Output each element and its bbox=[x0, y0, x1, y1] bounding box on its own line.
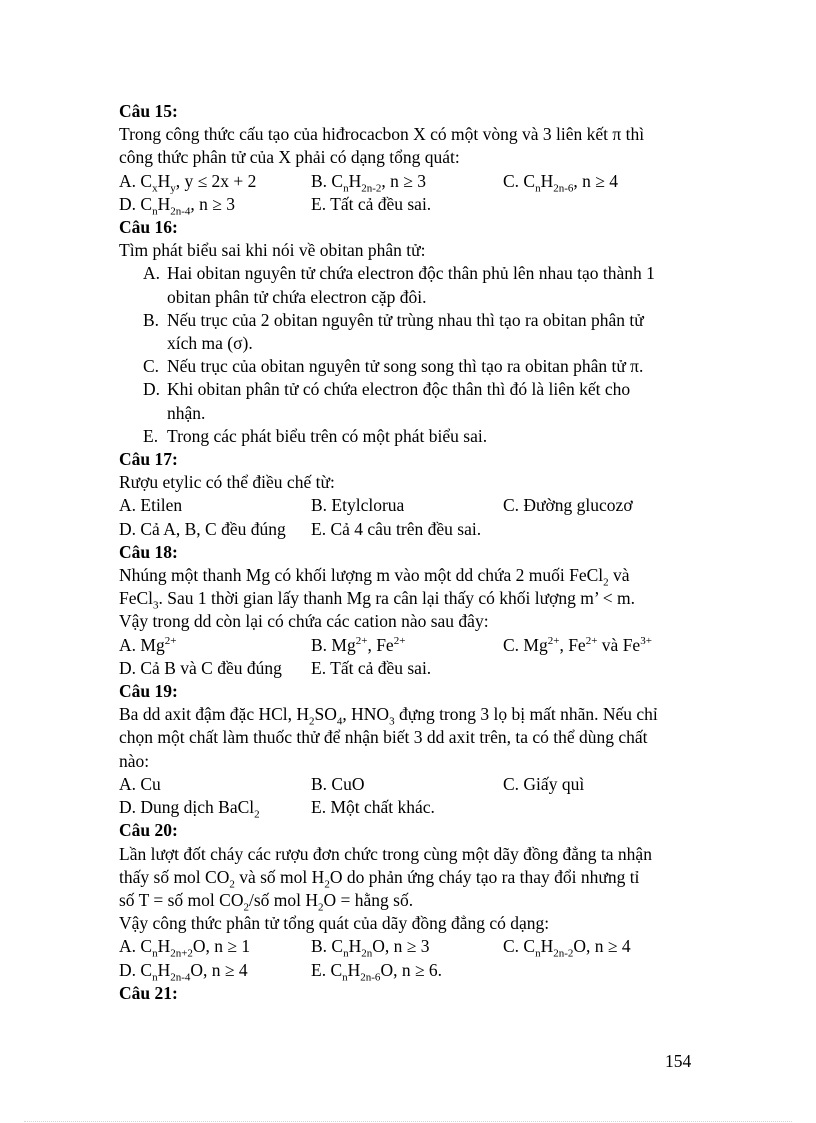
question-17-intro: Rượu etylic có thể điều chế từ: bbox=[119, 472, 335, 493]
question-18-option-d: D. Cả B và C đều đúng bbox=[119, 657, 282, 678]
question-19-options-row-2 bbox=[119, 796, 699, 819]
question-20-options-row-1 bbox=[119, 935, 699, 958]
question-16-intro: Tìm phát biểu sai khi nói về obitan phân tử: bbox=[119, 240, 426, 261]
question-18-text-line-3: Vậy trong dd còn lại có chứa các cation nào sau đây: bbox=[119, 611, 489, 632]
question-15-option-d: D. $C_nH_{2n-4}$, n ≥ 3 bbox=[119, 193, 235, 218]
question-17-option-b: B. Etylclorua bbox=[311, 495, 405, 516]
question-17-option-a: A. Etilen bbox=[119, 495, 183, 516]
question-19-title: Câu 19: bbox=[119, 681, 178, 702]
question-16-option-e bbox=[119, 425, 699, 448]
question-16-option-d bbox=[119, 378, 699, 424]
question-15-title: Câu 15: bbox=[119, 101, 178, 121]
question-15-option-a: A. $C_xH_y$, y ≤ 2x + 2 bbox=[119, 170, 257, 195]
option-text-line-1: Khi obitan phân tử có chứa electron độc thân thì đó là liên kết cho bbox=[167, 379, 631, 400]
question-20-option-b: B. $C_nH_{2n}O$, n ≥ 3 bbox=[311, 936, 430, 960]
option-text-line-2: obitan phân tử chứa electron cặp đôi. bbox=[167, 286, 427, 307]
question-19-option-a: A. Cu bbox=[119, 773, 161, 794]
question-15-text-line-2: công thức phân tử của X phải có dạng tổng quát: bbox=[119, 147, 460, 168]
question-17-options-row-2 bbox=[119, 518, 699, 541]
page-number: 154 bbox=[665, 1051, 692, 1071]
question-15-options-row-1 bbox=[119, 170, 699, 193]
page-content bbox=[119, 100, 699, 1005]
question-19-text-line-3: nào: bbox=[119, 750, 150, 771]
question-17-option-c: C. Đường glucozơ bbox=[503, 495, 633, 516]
question-18-text-line-1: Nhúng một thanh Mg có khối lượng m vào một dd chứa 2 muối FeCl$_2$ và bbox=[119, 565, 630, 589]
question-19-option-c: C. Giấy quì bbox=[503, 773, 585, 794]
question-20-options-row-2 bbox=[119, 959, 699, 982]
option-label: B. bbox=[143, 309, 160, 330]
question-18-options-row-1 bbox=[119, 634, 699, 657]
question-20-option-a: A. $C_nH_{2n+2}O$, n ≥ 1 bbox=[119, 936, 251, 960]
option-text-line-1: Hai obitan nguyên tử chứa electron độc thân phủ lên nhau tạo thành 1 bbox=[167, 263, 655, 284]
question-19-options-row-1 bbox=[119, 773, 699, 796]
option-text-line-2: xích ma (σ). bbox=[167, 333, 253, 354]
question-20-option-c: C. $C_nH_{2n-2}O$, n ≥ 4 bbox=[503, 936, 631, 960]
question-19-option-d: D. Dung dịch BaCl$_2$ bbox=[119, 797, 260, 821]
question-15-option-c: C. $C_nH_{2n-6}$, n ≥ 4 bbox=[503, 170, 619, 195]
question-20-text-line-1: Lần lượt đốt cháy các rượu đơn chức trong cùng một dãy đồng đẳng ta nhận bbox=[119, 843, 652, 864]
option-label: A. bbox=[143, 263, 161, 284]
option-label: C. bbox=[143, 356, 160, 377]
option-label: E. bbox=[143, 425, 159, 446]
question-20-text-line-4: Vậy công thức phân tử tổng quát của dãy đồng đẳng có dạng: bbox=[119, 913, 550, 934]
question-15-option-e: E. Tất cả đều sai. bbox=[311, 193, 432, 214]
question-19-option-e: E. Một chất khác. bbox=[311, 797, 435, 818]
question-15-option-b: B. $C_nH_{2n-2}$, n ≥ 3 bbox=[311, 170, 427, 195]
question-20-option-e: E. $C_nH_{2n-6}O$, n ≥ 6. bbox=[311, 959, 443, 984]
question-18-text-line-2: FeCl$_3$. Sau 1 thời gian lấy thanh Mg ra cân lại thấy có khối lượng m’ < m. bbox=[119, 588, 635, 612]
question-20-option-d: D. $C_nH_{2n-4}O$, n ≥ 4 bbox=[119, 959, 248, 984]
question-18-option-c: C. $Mg^{2+}$, $Fe^{2+}$ và $Fe^{3+}$ bbox=[503, 634, 652, 655]
option-text-line-1: Trong các phát biểu trên có một phát biểu sai. bbox=[167, 425, 488, 446]
question-17-title: Câu 17: bbox=[119, 449, 178, 470]
question-15-options-row-2 bbox=[119, 193, 699, 216]
question-16-option-b bbox=[119, 309, 699, 355]
question-18-option-b: B. $Mg^{2+}$, $Fe^{2+}$ bbox=[311, 634, 406, 655]
option-text-line-1: Nếu trục của 2 obitan nguyên tử trùng nhau thì tạo ra obitan phân tử bbox=[167, 309, 644, 330]
question-19-text-line-1: Ba dd axit đậm đặc HCl, $H_2SO_4$, $HNO_3$ đựng trong 3 lọ bị mất nhãn. Nếu chỉ bbox=[119, 704, 658, 728]
question-17-option-e: E. Cả 4 câu trên đều sai. bbox=[311, 518, 482, 539]
question-20-text-line-2: thấy số mol $CO_2$ và số mol $H_2O$ do phản ứng cháy tạo ra thay đổi nhưng tỉ bbox=[119, 866, 640, 891]
question-17-options-row-1 bbox=[119, 494, 699, 517]
question-18-title: Câu 18: bbox=[119, 541, 178, 562]
question-16-title: Câu 16: bbox=[119, 217, 178, 238]
question-18-options-row-2 bbox=[119, 657, 699, 680]
page-bottom-divider bbox=[24, 1121, 792, 1122]
option-text-line-1: Nếu trục của obitan nguyên tử song song thì tạo ra obitan phân tử π. bbox=[167, 356, 644, 377]
question-15-text-line-1: Trong công thức cấu tạo của hiđrocacbon X có một vòng và 3 liên kết π thì bbox=[119, 124, 645, 145]
question-20-text-line-3: số T = số mol $CO_2/số$ mol $H_2O$ = hằng số. bbox=[119, 889, 414, 914]
option-label: D. bbox=[143, 379, 161, 400]
option-text-line-2: nhận. bbox=[167, 402, 206, 423]
question-16-option-c bbox=[119, 355, 699, 378]
question-21-title: Câu 21: bbox=[119, 982, 178, 1003]
question-19-option-b: B. CuO bbox=[311, 773, 365, 794]
question-18-option-a: A. $Mg^{2+}$ bbox=[119, 634, 177, 655]
question-20-title: Câu 20: bbox=[119, 820, 178, 841]
question-19-text-line-2: chọn một chất làm thuốc thử để nhận biết 3 dd axit trên, ta có thể dùng chất bbox=[119, 727, 648, 748]
question-18-option-e: E. Tất cả đều sai. bbox=[311, 657, 432, 678]
question-17-option-d: D. Cả A, B, C đều đúng bbox=[119, 518, 286, 539]
question-16-option-a bbox=[119, 262, 699, 308]
